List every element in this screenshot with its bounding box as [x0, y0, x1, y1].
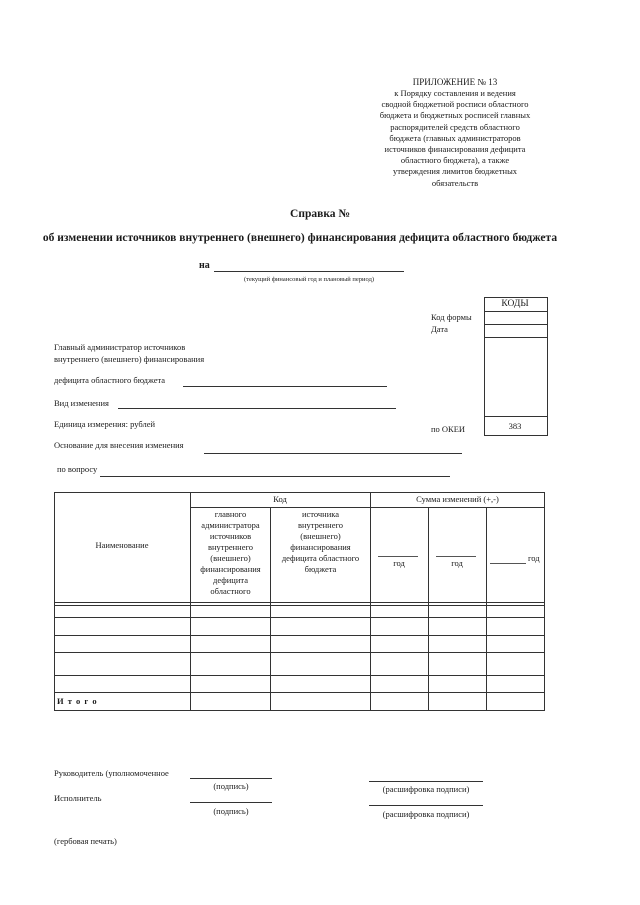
date-label: Дата	[431, 324, 448, 334]
appendix-heading: ПРИЛОЖЕНИЕ № 13	[412, 77, 498, 87]
name-column-header: Наименование	[95, 540, 149, 550]
head-decode-caption: (расшифровка подписи)	[382, 784, 470, 794]
year-label-1: год	[393, 558, 405, 568]
admin-label-line2: внутреннего (внешнего) финансирования	[54, 354, 205, 364]
admin-input-line[interactable]	[183, 386, 387, 387]
source-code-subheader: источника внутреннего (внешнего) финансирования дефицита областного бюджета	[281, 509, 360, 574]
executor-signature-line[interactable]	[190, 802, 272, 803]
okei-label: по ОКЕИ	[431, 424, 466, 434]
basis-label: Основание для внесения изменения	[54, 440, 184, 450]
head-decode-line[interactable]	[369, 781, 483, 782]
codes-header: КОДЫ	[501, 299, 529, 309]
executor-label: Исполнитель	[54, 793, 102, 803]
appendix-line: бюджета и бюджетных росписей главных	[379, 110, 531, 121]
code-column-header: Код	[273, 494, 287, 504]
appendix-line: областного бюджета), а также	[400, 155, 510, 166]
codes-box	[484, 297, 548, 436]
period-caption: (текущий финансовый год и плановый период)	[243, 276, 375, 283]
document-subtitle: об изменении источников внутреннего (внешнего) финансирования дефицита областного бюджета	[42, 232, 558, 244]
unit-label: Единица измерения: рублей	[54, 419, 156, 429]
appendix-block	[360, 76, 550, 189]
question-label: по вопросу	[57, 464, 98, 474]
executor-decode-line[interactable]	[369, 805, 483, 806]
period-prefix: на	[199, 260, 210, 271]
total-label: И т о г о	[57, 696, 98, 706]
sum-column-header: Сумма изменений (+,-)	[416, 494, 499, 504]
year-label-2: год	[451, 558, 463, 568]
appendix-line: распорядителей средств областного	[390, 121, 520, 132]
change-type-input-line[interactable]	[118, 408, 396, 409]
head-signature-line[interactable]	[190, 778, 272, 779]
appendix-line: бюджета (главных администраторов	[389, 132, 521, 143]
change-type-label: Вид изменения	[54, 398, 109, 408]
form-code-label: Код формы	[431, 312, 472, 322]
period-input-line[interactable]	[214, 271, 404, 272]
okei-value: 383	[508, 421, 522, 431]
appendix-line: сводной бюджетной росписи областного	[381, 99, 529, 110]
appendix-line: к Порядку составления и ведения	[394, 88, 516, 98]
year-label-3: год	[528, 553, 540, 563]
head-label: Руководитель (уполномоченное	[54, 768, 169, 778]
admin-label-line3: дефицита областного бюджета	[54, 375, 166, 385]
basis-input-line[interactable]	[204, 453, 462, 454]
appendix-line: источников финансирования дефицита	[384, 144, 526, 155]
executor-decode-caption: (расшифровка подписи)	[382, 809, 470, 819]
changes-table	[54, 492, 545, 711]
document-title: Справка №	[290, 208, 350, 220]
appendix-line: утверждения лимитов бюджетных	[392, 166, 518, 177]
appendix-line: обязательств	[431, 177, 479, 188]
admin-code-subheader: главного администратора источников внутреннего (внешнего) финансирования дефицита областного	[200, 509, 261, 596]
admin-label-line1: Главный администратор источников	[54, 342, 186, 352]
executor-signature-caption: (подпись)	[213, 806, 249, 816]
seal-label: (гербовая печать)	[54, 836, 117, 846]
question-input-line[interactable]	[100, 476, 450, 477]
head-signature-caption: (подпись)	[213, 781, 249, 791]
